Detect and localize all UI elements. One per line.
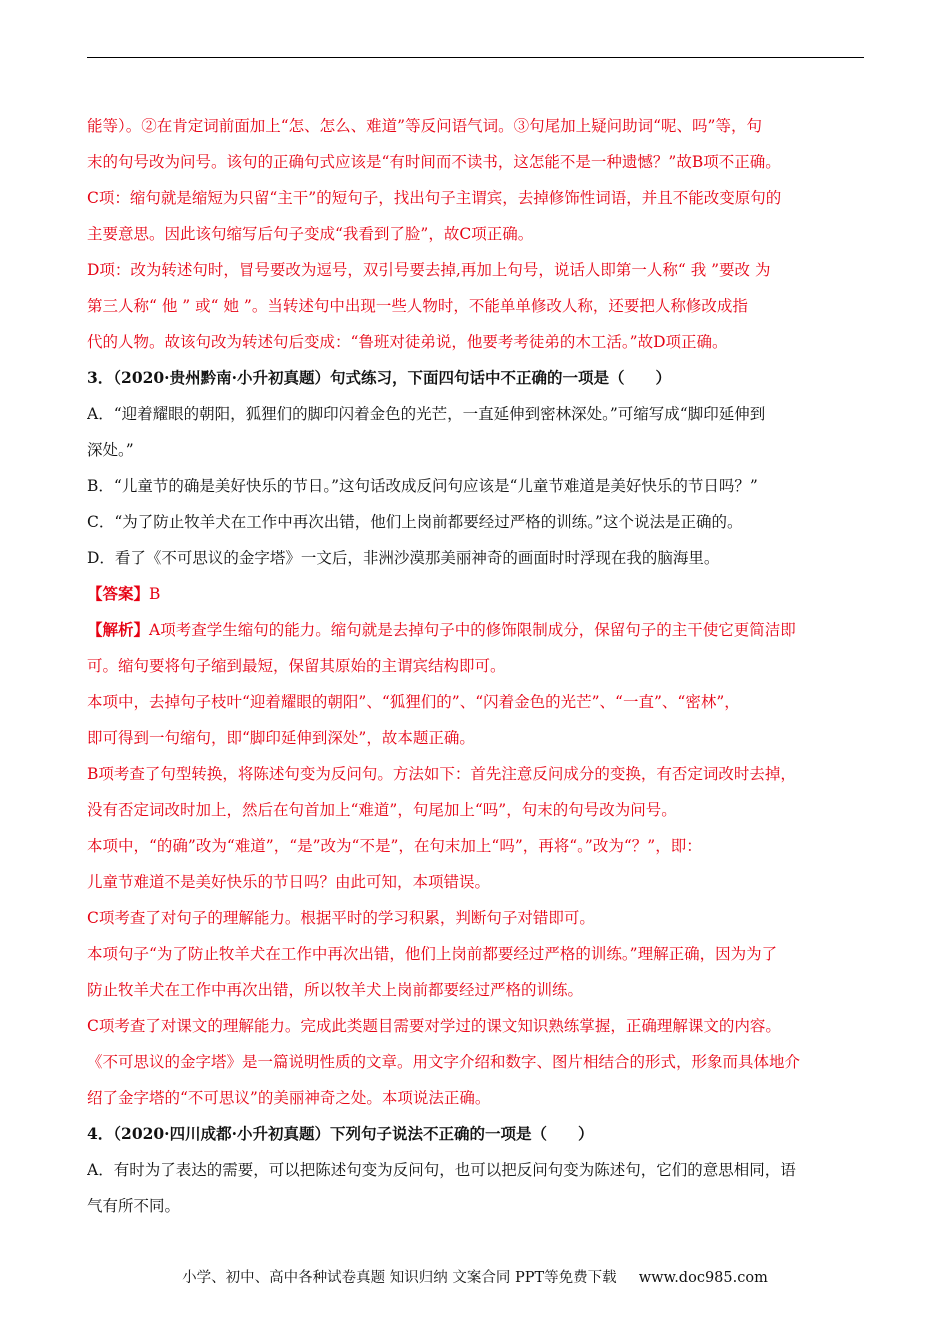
line-text: A．“迎着耀眼的朝阳，狐狸们的脚印闪着金色的光芒，一直延伸到密林深处。”可缩写成“脚印延伸到 — [87, 405, 766, 423]
line-text: 可。缩句要将句子缩到最短，保留其原始的主谓宾结构即可。 — [87, 657, 506, 675]
text-line — [87, 216, 864, 252]
line-text: 气有所不同。 — [87, 1197, 181, 1215]
line-text: 本项中，去掉句子枝叶“迎着耀眼的朝阳”、“狐狸们的”、“闪着金色的光芒”、“一直”、“密林”， — [87, 693, 740, 711]
text-line — [87, 504, 864, 540]
line-text: C项考查了对课文的理解能力。完成此类题目需要对学过的课文知识熟练掌握，正确理解课文的内容。 — [87, 1017, 781, 1035]
text-line — [87, 684, 864, 720]
text-line — [87, 612, 864, 648]
line-text: 3．（2020·贵州黔南·小升初真题）句式练习，下面四句话中不正确的一项是（ ） — [87, 368, 671, 387]
text-line — [87, 540, 864, 576]
line-text: 即可得到一句缩句，即“脚印延伸到深处”，故本题正确。 — [87, 729, 475, 747]
page-footer — [0, 1266, 950, 1287]
line-text: 能等）。②在肯定词前面加上“怎、怎么、难道”等反问语气词。③句尾加上疑问助词“呢、吗”等，句 — [87, 117, 762, 135]
line-text: C．“为了防止牧羊犬在工作中再次出错，他们上岗前都要经过严格的训练。”这个说法是正确的。 — [87, 513, 743, 531]
line-text: 主要意思。因此该句缩写后句子变成“我看到了脸”，故C项正确。 — [87, 225, 534, 243]
line-text: C项：缩句就是缩短为只留“主干”的短句子，找出句子主谓宾，去掉修饰性词语，并且不能改变原句的 — [87, 189, 782, 207]
section-tag: 【答案】 — [87, 584, 150, 603]
text-line — [87, 828, 864, 864]
line-text: D项：改为转述句时，冒号要改为逗号，双引号要去掉,再加上句号，说话人即第一人称“ 我 ”要改 为 — [87, 261, 771, 279]
text-line — [87, 1008, 864, 1044]
question-line — [87, 1116, 864, 1152]
text-line — [87, 396, 864, 432]
text-line — [87, 180, 864, 216]
line-text: 本项中，“的确”改为“难道”，“是”改为“不是”，在句末加上“吗”，再将“。”改为“？”，即： — [87, 837, 702, 855]
question-line — [87, 360, 864, 396]
line-text: 深处。” — [87, 441, 134, 459]
text-line — [87, 648, 864, 684]
text-line — [87, 432, 864, 468]
line-text: 绍了金字塔的“不可思议”的美丽神奇之处。本项说法正确。 — [87, 1089, 491, 1107]
line-text: A项考查学生缩句的能力。缩句就是去掉句子中的修饰限制成分，保留句子的主干使它更简洁即 — [149, 621, 796, 639]
text-line — [87, 1044, 864, 1080]
line-text: 4．（2020·四川成都·小升初真题）下列句子说法不正确的一项是（ ） — [87, 1124, 594, 1143]
footer-text: 小学、初中、高中各种试卷真题 知识归纳 文案合同 PPT等免费下载 — [182, 1270, 617, 1286]
line-text: 末的句号改为问号。该句的正确句式应该是“有时间而不读书，这怎能不是一种遗憾？”故B项不正确。 — [87, 153, 781, 171]
line-text: B．“儿童节的确是美好快乐的节日。”这句话改成反问句应该是“儿童节难道是美好快乐的节日吗？” — [87, 477, 758, 495]
text-line — [87, 972, 864, 1008]
text-line — [87, 576, 864, 612]
line-text: B — [149, 585, 161, 603]
line-text: 第三人称“ 他 ” 或“ 她 ”。当转述句中出现一些人物时，不能单单修改人称，还要把人称修改成指 — [87, 297, 748, 315]
line-text: 儿童节难道不是美好快乐的节日吗？由此可知，本项错误。 — [87, 873, 491, 891]
text-line — [87, 1188, 864, 1224]
section-tag: 【解析】 — [87, 620, 150, 639]
text-line — [87, 468, 864, 504]
text-line — [87, 252, 864, 288]
footer-url: www.doc985.com — [638, 1270, 768, 1286]
text-line — [87, 144, 864, 180]
text-line — [87, 864, 864, 900]
text-line — [87, 792, 864, 828]
line-text: 《不可思议的金字塔》是一篇说明性质的文章。用文字介绍和数字、图片相结合的形式，形象而具体地介 — [87, 1053, 801, 1071]
text-line — [87, 324, 864, 360]
line-text: B项考查了句型转换，将陈述句变为反问句。方法如下：首先注意反问成分的变换，有否定词改时去掉， — [87, 765, 796, 783]
line-text: 代的人物。故该句改为转述句后变成：“鲁班对徒弟说，他要考考徒弟的木工活。”故D项正确。 — [87, 333, 728, 351]
text-line — [87, 108, 864, 144]
line-text: 防止牧羊犬在工作中再次出错，所以牧羊犬上岗前都要经过严格的训练。 — [87, 981, 584, 999]
text-line — [87, 720, 864, 756]
line-text: A．有时为了表达的需要，可以把陈述句变为反问句，也可以把反问句变为陈述句，它们的意思相同，语 — [87, 1161, 796, 1179]
text-line — [87, 936, 864, 972]
text-line — [87, 1080, 864, 1116]
text-line — [87, 900, 864, 936]
text-line — [87, 1152, 864, 1188]
line-text: 没有否定词改时加上，然后在句首加上“难道”，句尾加上“吗”，句末的句号改为问号。 — [87, 801, 677, 819]
document-body — [87, 108, 864, 1224]
line-text: C项考查了对句子的理解能力。根据平时的学习积累，判断句子对错即可。 — [87, 909, 595, 927]
line-text: 本项句子“为了防止牧羊犬在工作中再次出错，他们上岗前都要经过严格的训练。”理解正确，因为为了 — [87, 945, 778, 963]
text-line — [87, 756, 864, 792]
text-line — [87, 288, 864, 324]
header-rule — [87, 57, 864, 58]
line-text: D．看了《不可思议的金字塔》一文后，非洲沙漠那美丽神奇的画面时时浮现在我的脑海里。 — [87, 549, 720, 567]
